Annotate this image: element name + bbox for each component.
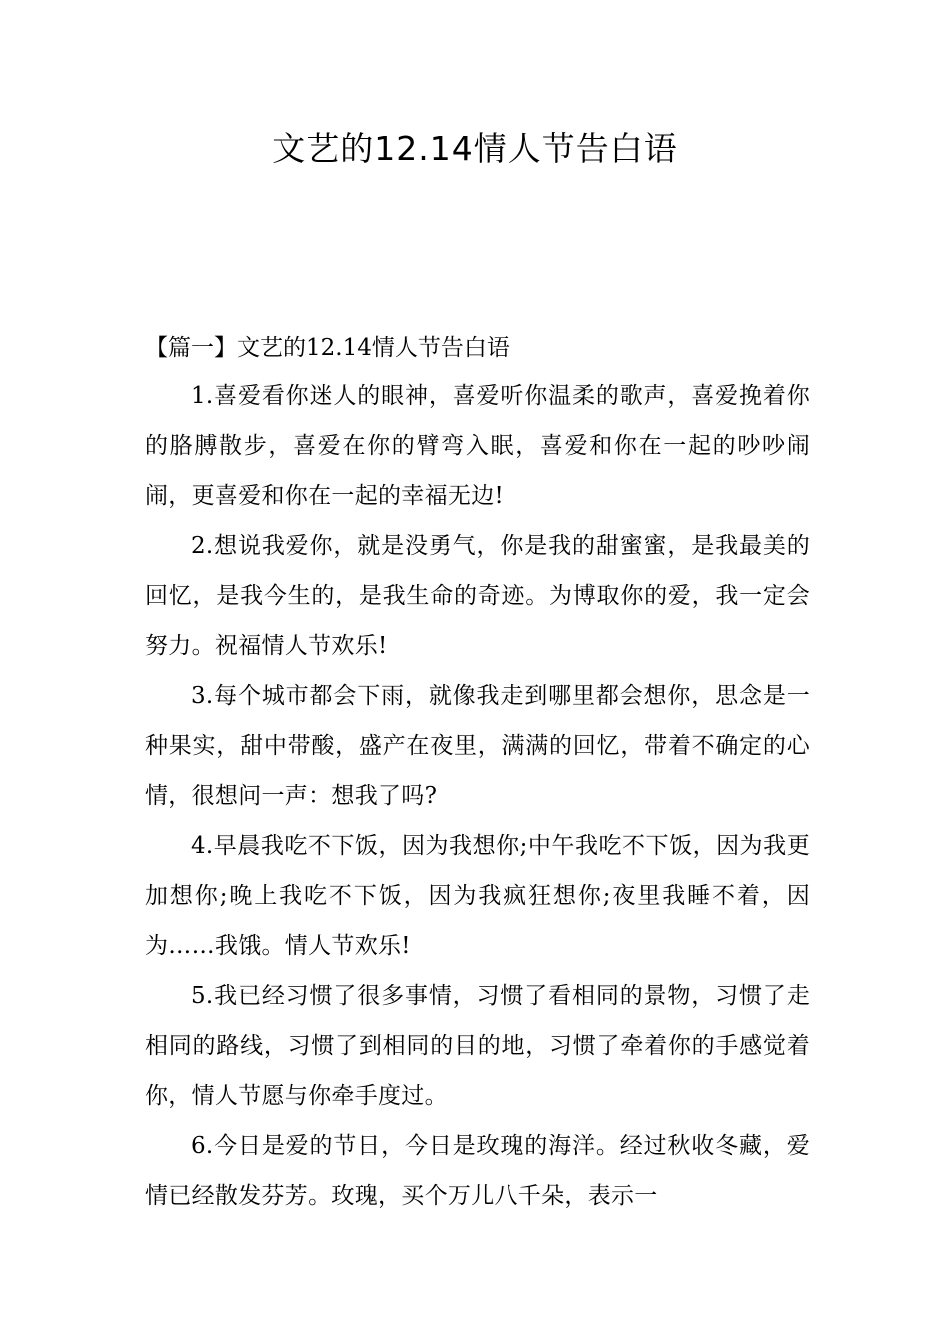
paragraph-2: 2.想说我爱你，就是没勇气，你是我的甜蜜蜜，是我最美的回忆，是我今生的，是我生命的奇迹。为博取你的爱，我一定会努力。祝福情人节欢乐! — [145, 533, 810, 659]
paragraph-4: 4.早晨我吃不下饭，因为我想你;中午我吃不下饭，因为我更加想你;晚上我吃不下饭，因为我疯狂想你;夜里我睡不着，因为……我饿。情人节欢乐! — [145, 833, 810, 959]
paragraph-6: 6.今日是爱的节日，今日是玫瑰的海洋。经过秋收冬藏，爱情已经散发芬芳。玫瑰，买个万儿八千朵，表示一 — [145, 1133, 810, 1209]
paragraph-1: 1.喜爱看你迷人的眼神，喜爱听你温柔的歌声，喜爱挽着你的胳膊散步，喜爱在你的臂弯入眠，喜爱和你在一起的吵吵闹闹，更喜爱和你在一起的幸福无边! — [145, 383, 810, 509]
paragraph-3: 3.每个城市都会下雨，就像我走到哪里都会想你，思念是一种果实，甜中带酸，盛产在夜里，满满的回忆，带着不确定的心情，很想问一声：想我了吗? — [145, 683, 810, 809]
paragraph-5: 5.我已经习惯了很多事情，习惯了看相同的景物，习惯了走相同的路线，习惯了到相同的目的地，习惯了牵着你的手感觉着你，情人节愿与你牵手度过。 — [145, 983, 810, 1109]
document-title: 文艺的12.14情人节告白语 — [272, 129, 678, 168]
section-heading: 【篇一】文艺的12.14情人节告白语 — [145, 335, 510, 361]
document-body — [145, 329, 810, 1221]
